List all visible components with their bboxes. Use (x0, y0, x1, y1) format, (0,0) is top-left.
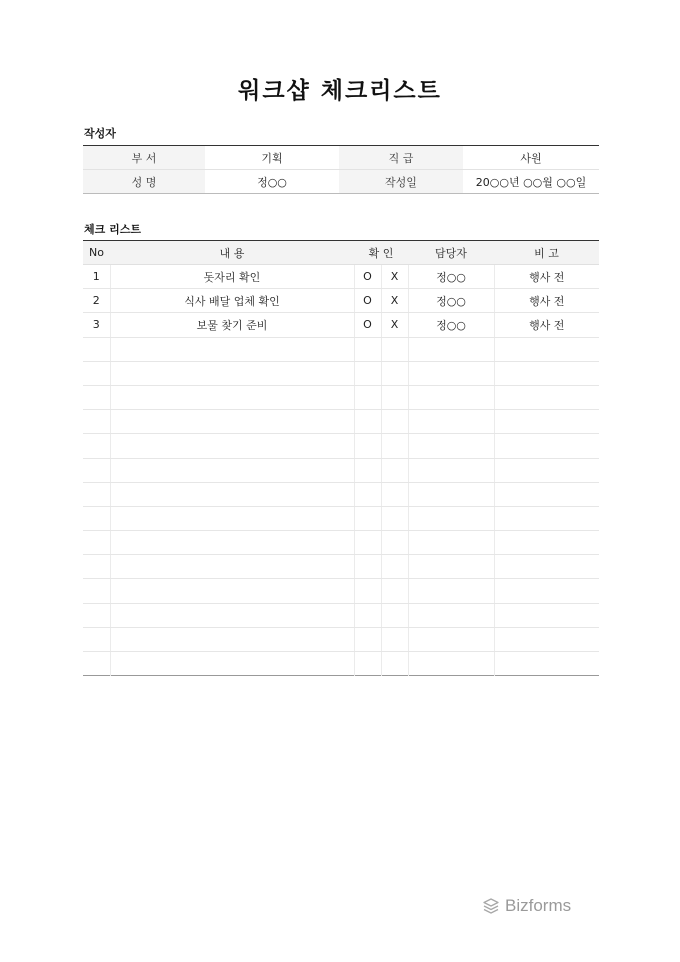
cell-no (83, 579, 110, 603)
cell-no (83, 627, 110, 651)
checklist-section-label: 체크 리스트 (84, 223, 141, 236)
cell-confirm-o (354, 385, 381, 409)
cell-content (110, 627, 354, 651)
cell-content (110, 458, 354, 482)
author-value: 정○○ (205, 170, 339, 194)
cell-confirm-x (381, 506, 408, 530)
author-row (83, 170, 599, 194)
cell-note (494, 482, 599, 506)
header-no: No (83, 241, 110, 265)
cell-content (110, 652, 354, 676)
checklist-table (83, 240, 599, 676)
cell-owner (408, 555, 494, 579)
cell-content: 보물 찾기 준비 (110, 313, 354, 337)
table-row (83, 652, 599, 676)
cell-note (494, 579, 599, 603)
cell-content: 식사 배달 업체 확인 (110, 289, 354, 313)
cell-note (494, 603, 599, 627)
table-row (83, 555, 599, 579)
cell-note: 행사 전 (494, 313, 599, 337)
cell-content (110, 482, 354, 506)
header-confirm: 확 인 (354, 241, 408, 265)
author-label: 부 서 (83, 146, 205, 170)
cell-note (494, 506, 599, 530)
author-label: 성 명 (83, 170, 205, 194)
cell-confirm-x (381, 361, 408, 385)
cell-confirm-o (354, 337, 381, 361)
bizforms-logo (482, 896, 571, 916)
cell-owner (408, 603, 494, 627)
cell-no: 3 (83, 313, 110, 337)
cell-confirm-o: O (354, 313, 381, 337)
cell-note (494, 652, 599, 676)
cell-no: 2 (83, 289, 110, 313)
cell-note (494, 458, 599, 482)
cell-owner (408, 531, 494, 555)
cell-confirm-x (381, 555, 408, 579)
cell-confirm-o (354, 531, 381, 555)
cell-owner (408, 458, 494, 482)
table-row (83, 337, 599, 361)
cell-owner: 정○○ (408, 313, 494, 337)
cell-owner (408, 652, 494, 676)
table-row (83, 265, 599, 289)
cell-confirm-x (381, 627, 408, 651)
cell-confirm-x (381, 652, 408, 676)
cell-content (110, 361, 354, 385)
cell-owner: 정○○ (408, 265, 494, 289)
page-title: 워크샵 체크리스트 (238, 78, 442, 104)
author-value: 20○○년 ○○월 ○○일 (463, 170, 599, 194)
cell-no: 1 (83, 265, 110, 289)
cell-content (110, 506, 354, 530)
table-row (83, 410, 599, 434)
cell-confirm-o (354, 434, 381, 458)
cell-confirm-x (381, 434, 408, 458)
cell-confirm-o (354, 506, 381, 530)
cell-no (83, 385, 110, 409)
cell-content (110, 555, 354, 579)
table-row (83, 434, 599, 458)
cell-no (83, 652, 110, 676)
author-value: 사원 (463, 146, 599, 170)
cell-confirm-o (354, 410, 381, 434)
cell-note (494, 531, 599, 555)
cell-note: 행사 전 (494, 289, 599, 313)
cell-content: 돗자리 확인 (110, 265, 354, 289)
cell-content (110, 579, 354, 603)
cell-content (110, 385, 354, 409)
author-row (83, 146, 599, 170)
cell-owner (408, 506, 494, 530)
table-row (83, 289, 599, 313)
cell-note (494, 361, 599, 385)
cell-note (494, 410, 599, 434)
cell-confirm-o (354, 482, 381, 506)
checklist-header-row (83, 241, 599, 265)
author-label: 직 급 (339, 146, 463, 170)
header-owner: 담당자 (408, 241, 494, 265)
cell-no (83, 531, 110, 555)
cell-content (110, 434, 354, 458)
cell-confirm-x (381, 482, 408, 506)
author-label: 작성일 (339, 170, 463, 194)
author-value: 기획 (205, 146, 339, 170)
cell-confirm-x (381, 579, 408, 603)
cell-content (110, 410, 354, 434)
table-row (83, 313, 599, 337)
table-row (83, 385, 599, 409)
cell-confirm-x (381, 531, 408, 555)
cell-note (494, 555, 599, 579)
author-section-label: 작성자 (84, 127, 116, 140)
cell-confirm-o: O (354, 289, 381, 313)
cell-confirm-x: X (381, 313, 408, 337)
author-info-table (83, 145, 599, 194)
cell-content (110, 337, 354, 361)
brand-name: Bizforms (505, 896, 572, 915)
cell-owner (408, 385, 494, 409)
cell-no (83, 361, 110, 385)
cell-confirm-o (354, 603, 381, 627)
cell-no (83, 337, 110, 361)
cell-confirm-x: X (381, 265, 408, 289)
cell-no (83, 434, 110, 458)
cell-owner: 정○○ (408, 289, 494, 313)
cell-confirm-o (354, 652, 381, 676)
cell-no (83, 555, 110, 579)
cell-confirm-x (381, 458, 408, 482)
cell-no (83, 506, 110, 530)
cell-content (110, 603, 354, 627)
cell-owner (408, 337, 494, 361)
cell-confirm-x (381, 410, 408, 434)
table-row (83, 531, 599, 555)
table-row (83, 458, 599, 482)
cell-no (83, 603, 110, 627)
cell-owner (408, 410, 494, 434)
table-row (83, 482, 599, 506)
cell-confirm-o (354, 361, 381, 385)
cell-owner (408, 627, 494, 651)
cell-note (494, 627, 599, 651)
layers-icon (482, 897, 500, 915)
cell-no (83, 458, 110, 482)
cell-note (494, 385, 599, 409)
table-row (83, 579, 599, 603)
header-content: 내 용 (110, 241, 354, 265)
cell-owner (408, 434, 494, 458)
cell-content (110, 531, 354, 555)
table-row (83, 506, 599, 530)
cell-confirm-x (381, 603, 408, 627)
cell-owner (408, 361, 494, 385)
cell-owner (408, 482, 494, 506)
cell-confirm-x (381, 385, 408, 409)
table-row (83, 603, 599, 627)
header-note: 비 고 (494, 241, 599, 265)
cell-confirm-x: X (381, 289, 408, 313)
cell-owner (408, 579, 494, 603)
table-row (83, 361, 599, 385)
cell-confirm-o: O (354, 265, 381, 289)
cell-confirm-o (354, 555, 381, 579)
cell-no (83, 482, 110, 506)
table-row (83, 627, 599, 651)
cell-confirm-o (354, 579, 381, 603)
cell-confirm-o (354, 627, 381, 651)
cell-note (494, 434, 599, 458)
cell-confirm-o (354, 458, 381, 482)
cell-confirm-x (381, 337, 408, 361)
cell-no (83, 410, 110, 434)
cell-note: 행사 전 (494, 265, 599, 289)
cell-note (494, 337, 599, 361)
